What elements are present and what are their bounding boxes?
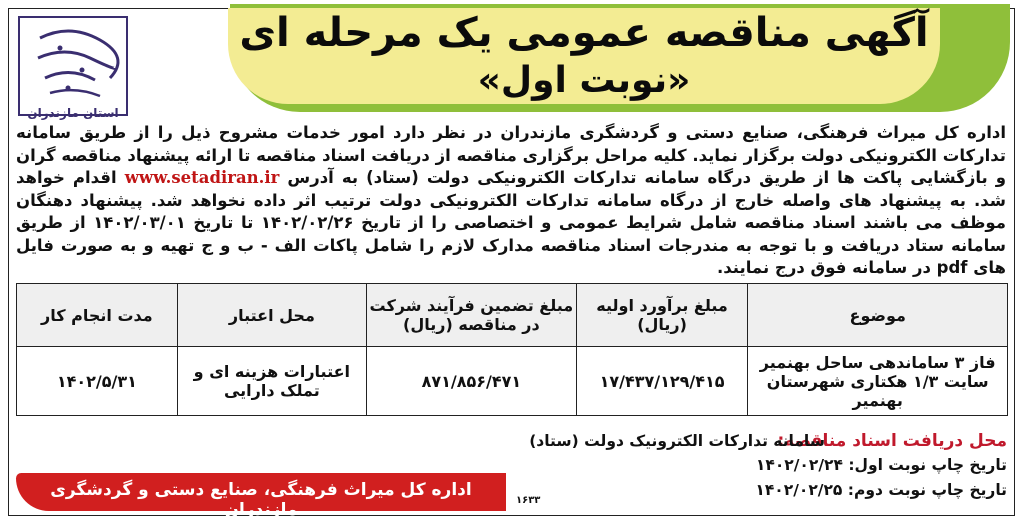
- header-duration: مدت انجام کار: [17, 284, 178, 347]
- header-estimate: مبلغ برآورد اولیه (ریال): [576, 284, 748, 347]
- header-funding: محل اعتبار: [177, 284, 366, 347]
- website-link[interactable]: www.setadiran.ir: [124, 168, 280, 187]
- body-text-part2: اقدام خواهد شد. به پیشنهاد های واصله خارج از درگاه سامانه تدارکات الکترونیکی دولت ترتیب اثر داده نخواهد شد. پیشنهاد دهنگان موظف می باشند اسناد مناقصه شامل شرایط عمومی و اختصاصی را از تاریخ ۱۴۰۲/۰۲/۲۶ تا تاریخ ۱۴۰۲/۰۳/۰۱ از طریق سامانه ستاد دریافت و با توجه به مندرجات اسناد مناقصه مدارک لازم را شامل پاکات الف - ب و ج تهیه و به صورت فایل های pdf در سامانه فوق درج نمایند.: [16, 168, 1006, 277]
- cell-guarantee: ۸۷۱/۸۵۶/۴۷۱: [367, 347, 577, 416]
- body-text-part1: اداره کل میراث فرهنگی، صنایع دستی و گردشگری مازندران در نظر دارد امور خدمات مشروح ذیل را از طریق سامانه تدارکات الکترونیکی دولت برگزار نماید. کلیه مراحل برگزاری مناقصه از دریافت اسناد مناقصه تا ارائه پیشنهاد مناقصه گران و بازگشایی پاکت ها از طریق درگاه سامانه تدارکات الکترونیکی دولت (ستاد) به آدرس: [16, 123, 1006, 187]
- tender-table: [16, 283, 1008, 416]
- ad-code: ۱۶۳۳: [516, 495, 541, 506]
- cell-duration: ۱۴۰۲/۵/۳۱: [17, 347, 178, 416]
- cell-funding: اعتبارات هزینه ای و تملک دارایی: [177, 347, 366, 416]
- documents-value: سامانه تدارکات الکترونیک دولت (ستاد): [529, 432, 825, 450]
- ministry-logo: [18, 16, 128, 116]
- header-guarantee: مبلغ تضمین فرآیند شرکت در مناقصه (ریال): [367, 284, 577, 347]
- first-print-date: تاریخ چاپ نوبت اول: ۱۴۰۲/۰۲/۲۴: [755, 456, 1007, 474]
- cell-estimate: ۱۷/۴۳۷/۱۲۹/۴۱۵: [576, 347, 748, 416]
- page-title: آگهی مناقصه عمومی یک مرحله ای: [239, 10, 929, 56]
- announcement-body: [16, 122, 1006, 280]
- logo-caption: استان مازندران: [27, 106, 119, 120]
- documents-label: محل دریافت اسناد مناقصه:: [777, 431, 1007, 451]
- second-print-date: تاریخ چاپ نوبت دوم: ۱۴۰۲/۰۲/۲۵: [755, 481, 1007, 499]
- table-row: [17, 347, 1008, 416]
- footer-org-name: اداره کل میراث فرهنگی، صنایع دستی و گردشگری مازندران: [50, 480, 472, 520]
- table-header-row: [17, 284, 1008, 347]
- header-subject: موضوع: [748, 284, 1008, 347]
- cell-subject: فاز ۳ ساماندهی ساحل بهنمیر سایت ۱/۳ هکتاری شهرستان بهنمیر: [748, 347, 1008, 416]
- page-subtitle: «نوبت اول»: [477, 60, 691, 101]
